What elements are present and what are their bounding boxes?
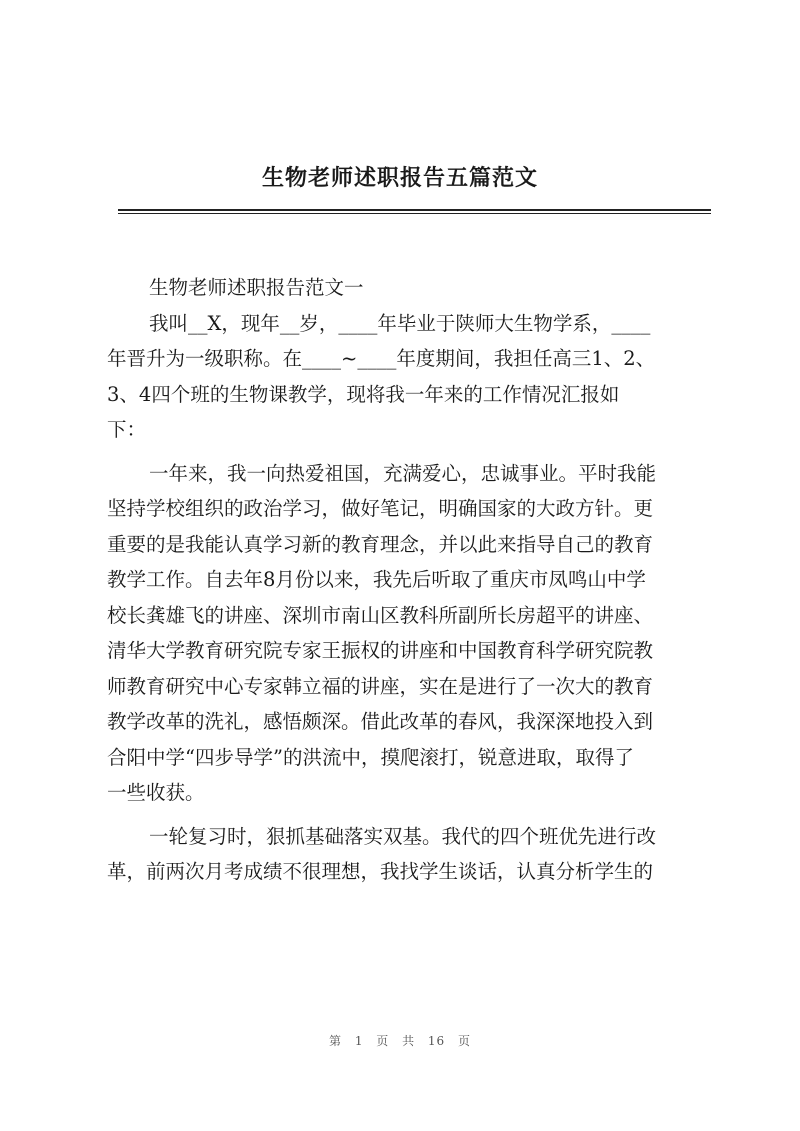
title-rule [118,209,711,211]
page-footer: 第 1 页 共 16 页 [329,1034,471,1048]
paragraph-line: 清华大学教育研究院专家王振权的讲座和中国教育科学研究院教 [107,639,654,662]
paragraph-line: 教学改革的洗礼，感悟颇深。借此改革的春风，我深深地投入到 [107,710,654,733]
paragraph-line: 一些收获。 [107,781,205,804]
paragraph-line: 师教育研究中心专家韩立福的讲座，实在是进行了一次大的教育 [107,674,654,698]
paragraph-line: 校长龚雄飞的讲座、深圳市南山区教科所副所长房超平的讲座、 [107,603,654,627]
paragraph-line: 一轮复习时，狠抓基础落实双基。我代的四个班优先进行改 [149,824,657,848]
paragraph-line: 坚持学校组织的政治学习，做好笔记，明确国家的大政方针。更 [107,497,654,520]
paragraph-line: 合阳中学“四步导学”的洪流中，摸爬滚打，锐意进取，取得了 [107,745,634,769]
paragraph-line: 3、4四个班的生物课教学，现将我一年来的工作情况汇报如 [107,382,620,406]
paragraph-line: 年晋升为一级职称。在____~____年度期间，我担任高三1、2、 [107,347,656,370]
section-heading: 生物老师述职报告范文一 [149,276,364,299]
paragraph-line: 我叫__X，现年__岁，____年毕业于陕师大生物学系，____ [149,311,651,335]
title-rule-thin [118,213,711,214]
paragraph-line: 重要的是我能认真学习新的教育理念，并以此来指导自己的教育 [107,532,654,556]
paragraph-line: 教学工作。自去年8月份以来，我先后听取了重庆市凤鸣山中学 [107,568,646,591]
paragraph-line: 下： [107,418,147,441]
document-title: 生物老师述职报告五篇范文 [261,165,538,191]
paragraph-line: 革，前两次月考成绩不很理想，我找学生谈话，认真分析学生的 [107,860,654,883]
paragraph-line: 一年来，我一向热爱祖国，充满爱心，忠诚事业。平时我能 [149,461,657,485]
document-body [107,270,707,890]
